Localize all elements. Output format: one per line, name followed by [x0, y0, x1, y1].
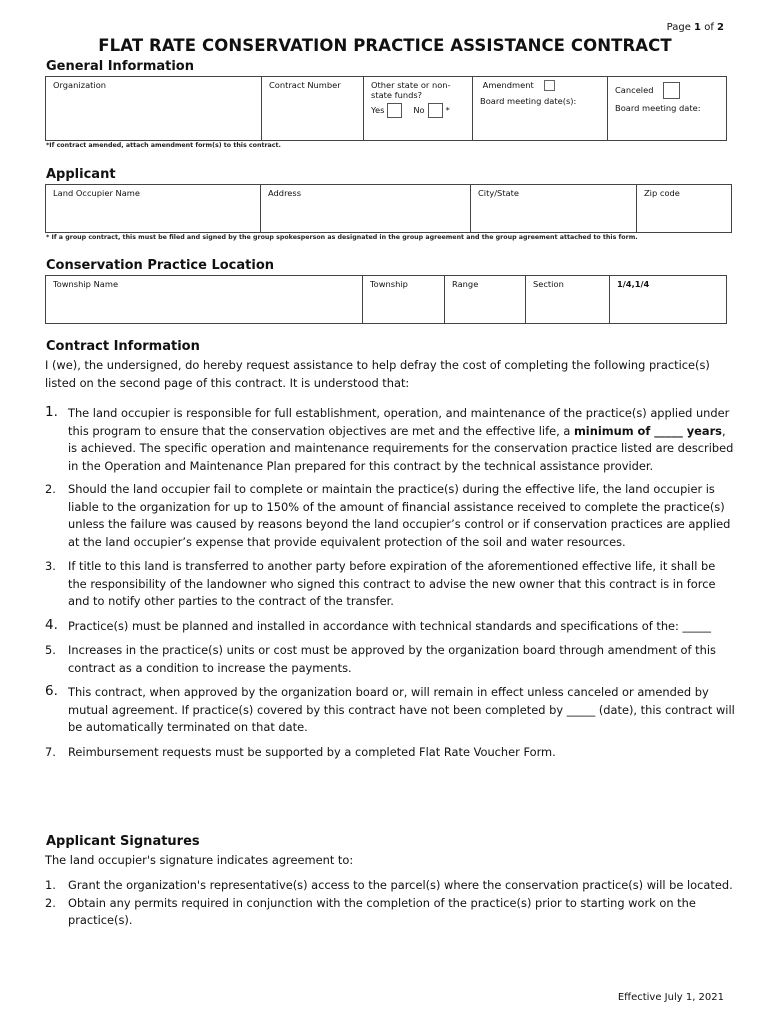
general-information-heading: General Information	[46, 59, 194, 74]
contract-number-label: Contract Number	[269, 80, 341, 90]
township-label: Township	[370, 279, 408, 289]
city-state-label: City/State	[478, 188, 520, 198]
quarter-label: 1/4,1/4	[617, 279, 650, 289]
applicant-signatures-heading: Applicant Signatures	[46, 834, 200, 849]
page-of: of	[704, 22, 714, 33]
list-item: 2. Obtain any permits required in conjunction with the completion of the practice(s) prior to starting work on the practice(s).	[45, 895, 696, 927]
list-item: 3. If title to this land is transferred to another party before expiration of the aforementioned effective life, it shall be the responsibility of the landowner who signed this contract to advise the new owner that this contract is in force and to notify other parties to the contract of the transfer.	[45, 559, 716, 608]
amendment-label: Amendment	[482, 80, 534, 90]
list-item: 1. The land occupier is responsible for full establishment, operation, and maintenance of the practice(s) applied under this program to ensure that the conservation objectives are met and the effective life, a minimum of _____ years, is achieved. The specific operation and maintenance requirements for the conservation practice listed are described in the Operation and Maintenance Plan prepared for this contract by the technical assistance provider.	[45, 404, 734, 473]
contract-number-field[interactable]	[262, 77, 364, 141]
effective-date: Effective July 1, 2021	[617, 992, 724, 1003]
organization-field[interactable]	[46, 77, 262, 141]
list-item: 2. Should the land occupier fail to complete or maintain the practice(s) during the effective life, the land occupier is liable to the organization for up to 150% of the amount of financial assistance received to complete the practice(s) unless the failure was caused by reasons beyond the land occupier’s control or if conservation practices are applied at the land occupier’s expense that provide equivalent protection of the soil and water resources.	[45, 482, 731, 549]
no-checkbox[interactable]	[428, 103, 443, 118]
list-item: 7. Reimbursement requests must be supported by a completed Flat Rate Voucher Form.	[45, 744, 556, 759]
no-label: No	[413, 105, 425, 115]
organization-label: Organization	[53, 80, 107, 90]
signatures-intro: The land occupier's signature indicates agreement to:	[45, 853, 354, 867]
land-occupier-name-field[interactable]	[46, 185, 261, 233]
amendment-checkbox[interactable]	[544, 80, 555, 91]
range-label: Range	[452, 279, 479, 289]
applicant-heading: Applicant	[46, 167, 116, 182]
yes-checkbox[interactable]	[387, 103, 402, 118]
location-table	[45, 275, 727, 324]
amendment-note: *If contract amended, attach amendment form(s) to this contract.	[46, 142, 281, 149]
list-item: 4. Practice(s) must be planned and installed in accordance with technical standards and specifications of the: _____	[45, 616, 711, 633]
other-funds-label: Other state or non-state funds?	[371, 80, 451, 100]
list-item: 1. Grant the organization's representative(s) access to the parcel(s) where the conservation practice(s) will be located.	[45, 878, 733, 892]
location-heading: Conservation Practice Location	[46, 258, 275, 273]
no-asterisk: *	[445, 105, 450, 115]
section-field[interactable]	[526, 276, 610, 324]
board-meeting-dates-label: Board meeting date(s):	[480, 96, 577, 106]
document-title: FLAT RATE CONSERVATION PRACTICE ASSISTANCE CONTRACT	[98, 36, 672, 55]
township-name-field[interactable]	[46, 276, 363, 324]
land-occupier-name-label: Land Occupier Name	[53, 188, 140, 198]
address-label: Address	[268, 188, 302, 198]
group-contract-note: * If a group contract, this must be filed and signed by the group spokesperson as designated in the group agreement and the group agreement attached to this form.	[46, 234, 638, 241]
canceled-cell	[608, 77, 727, 141]
page-total: 2	[717, 22, 724, 33]
township-field[interactable]	[363, 276, 445, 324]
board-meeting-date-label: Board meeting date:	[615, 103, 701, 113]
canceled-checkbox[interactable]	[663, 82, 680, 99]
page-number	[667, 22, 724, 33]
page-current: 1	[694, 22, 702, 33]
yes-label: Yes	[371, 105, 385, 115]
address-field[interactable]	[261, 185, 471, 233]
township-name-label: Township Name	[53, 279, 119, 289]
canceled-label: Canceled	[615, 85, 654, 95]
applicant-table	[45, 184, 732, 233]
signatures-list	[45, 877, 735, 930]
section-label: Section	[533, 279, 564, 289]
general-information-table	[45, 76, 727, 141]
other-funds-cell	[364, 77, 473, 141]
zip-code-field[interactable]	[637, 185, 732, 233]
contract-terms-list	[45, 405, 735, 761]
contract-information-heading: Contract Information	[46, 339, 200, 354]
list-item: 5. Increases in the practice(s) units or cost must be approved by the organization board through amendment of this contract as a condition to increase the payments.	[45, 643, 716, 675]
amendment-cell	[473, 77, 608, 141]
range-field[interactable]	[445, 276, 526, 324]
page-label: Page	[666, 22, 691, 33]
city-state-field[interactable]	[471, 185, 637, 233]
zip-code-label: Zip code	[644, 188, 680, 198]
contract-intro: I (we), the undersigned, do hereby request assistance to help defray the cost of completing the following practice(s) listed on the second page of this contract. It is understood that:	[45, 358, 710, 390]
minimum-years-text: minimum of _____ years	[573, 423, 722, 438]
quarter-field[interactable]	[610, 276, 727, 324]
list-item: 6. This contract, when approved by the organization board or, will remain in effect unless canceled or amended by mutual agreement. If practice(s) covered by this contract have not been completed by _____ (date), this contract will be automatically terminated on that date.	[45, 683, 735, 734]
